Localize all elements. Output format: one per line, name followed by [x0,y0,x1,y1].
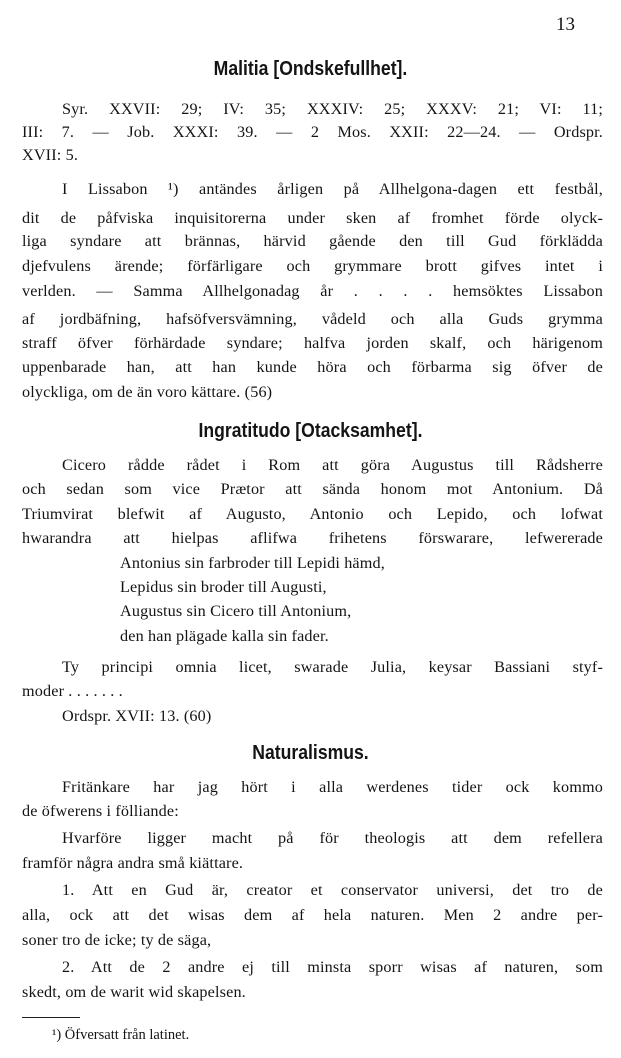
text-line: Hvarföre ligger macht på för theologis att dem refellera [62,829,603,847]
text-line: alla, ock att det wisas dem af hela naturen. Men 2 andre per- [22,906,603,924]
text-line: soner tro de icke; ty de säga, [22,931,212,949]
text-line: 2. Att de 2 andre ej till minsta sporr wisas af naturen, som [62,958,603,976]
text-line: och sedan som vice Prætor att sända honom mot Antonium. Då [22,480,603,498]
text-line: de öfwerens i fölliande: [22,802,179,820]
text-line: straff öfver förhärdade syndare; halfva jorden skalf, och härigenom [22,334,603,352]
text-line: Ty principi omnia licet, swarade Julia, keysar Bassiani styf- [62,658,603,676]
page-number: 13 [556,14,575,35]
text-line: af jordbäfning, hafsöfversvämning, vådeld och alla Guds grymma [22,310,603,328]
verse-line: Augustus sin Cicero till Antonium, [120,602,352,620]
text-line: Fritänkare har jag hört i alla werdenes tider ock kommo [62,778,603,796]
text-line: Cicero rådde rådet i Rom att göra Augustus till Rådsherre [62,456,603,474]
verse-line: Lepidus sin broder till Augusti, [120,578,327,596]
text-line: liga syndare att brännas, härvid gående den till Gud förklädda [22,232,603,250]
text-line: moder . . . . . . . [22,682,123,700]
footnote: ¹) Öfversatt från latinet. [52,1027,190,1043]
footnote-rule [22,1017,80,1018]
text-line: III: 7. — Job. XXXI: 39. — 2 Mos. XXII: 22—24. — Ordspr. [22,123,603,141]
text-line: Ordspr. XVII: 13. (60) [62,707,212,725]
text-line: XVII: 5. [22,146,79,164]
text-line: dit de påfviska inquisitorerna under sken af fromhet förde olyck- [22,209,603,227]
section-heading-ingratitudo: Ingratitudo [Otacksamhet]. [198,420,423,442]
text-line: verlden. — Samma Allhelgonadag år . . . . hemsöktes Lissabon [22,282,603,300]
section-heading-malitia: Malitia [Ondskefullhet]. [213,58,408,80]
text-line: 1. Att en Gud är, creator et conservator universi, det tro de [62,881,603,899]
text-line: I Lissabon ¹) antändes årligen på Allhelgona-dagen ett festbål, [62,180,603,198]
section-heading-naturalismus: Naturalismus. [252,742,369,764]
verse-line: den han plägade kalla sin fader. [120,627,329,645]
text-line: Syr. XXVII: 29; IV: 35; XXXIV: 25; XXXV: 21; VI: 11; [62,100,603,118]
text-line: framför några andra små kiättare. [22,854,244,872]
text-line: olyckliga, om de än voro kättare. (56) [22,383,273,401]
verse-line: Antonius sin farbroder till Lepidi hämd, [120,554,385,572]
text-line: Triumvirat blefwit af Augusto, Antonio och Lepido, och lofwat [22,505,603,523]
text-line: skedt, om de warit wid skapelsen. [22,983,246,1001]
text-line: djefvulens ärende; förfärligare och grymmare brott gifves intet i [22,257,603,275]
text-line: uppenbarade han, att han kunde höra och förbarma sig öfver de [22,358,603,376]
text-line: hwarandra att hielpas aflifwa frihetens förswarare, lefwererade [22,529,603,547]
